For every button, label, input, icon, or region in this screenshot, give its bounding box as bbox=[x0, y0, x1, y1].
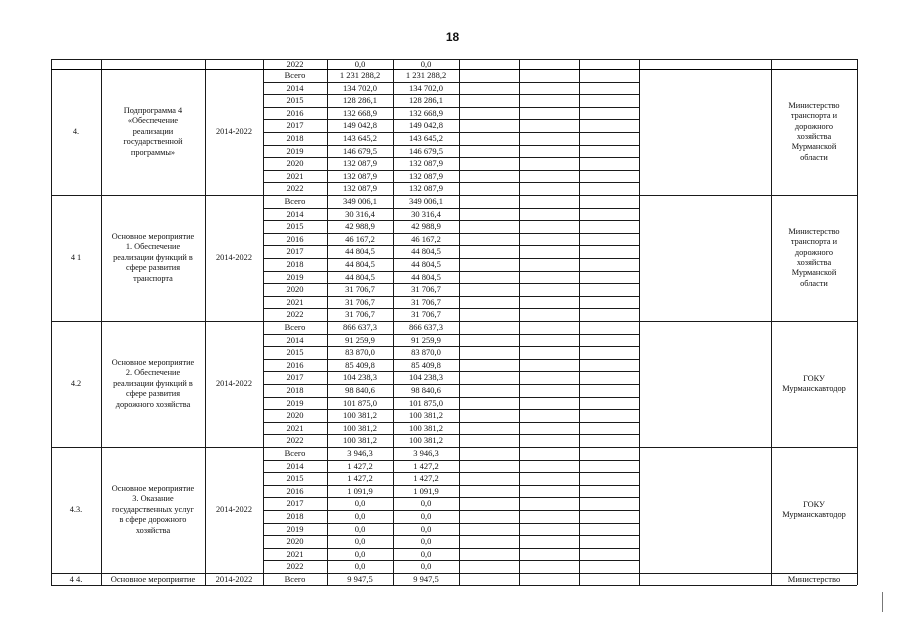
year-cell: 2022 bbox=[286, 561, 304, 572]
year-cell: 2022 bbox=[286, 183, 304, 194]
value-cell: 3 946,3 bbox=[413, 448, 439, 458]
value-cell: 0,0 bbox=[354, 561, 366, 572]
period-cell: 2014-2022 bbox=[216, 126, 252, 136]
value-cell: 100 381,2 bbox=[343, 410, 377, 421]
value-cell: 44 804,5 bbox=[345, 246, 375, 257]
value-cell: 0,0 bbox=[354, 511, 366, 521]
year-cell: 2021 bbox=[286, 422, 304, 433]
value-cell: 44 804,5 bbox=[345, 271, 375, 282]
column-line bbox=[519, 59, 520, 585]
value-cell: 0,0 bbox=[420, 548, 432, 559]
value-cell: 132 087,9 bbox=[343, 158, 377, 169]
value-cell: 866 637,3 bbox=[343, 322, 377, 332]
row-number: 4. bbox=[72, 126, 80, 136]
value-cell: 85 409,8 bbox=[411, 359, 441, 370]
value-cell: 143 645,2 bbox=[409, 133, 443, 143]
value-cell: 132 668,9 bbox=[343, 107, 377, 118]
year-cell: 2018 bbox=[286, 511, 304, 521]
column-line bbox=[639, 59, 640, 585]
executor-cell: Министерство транспорта и дорожного хозяйства Мурманской области bbox=[788, 226, 840, 288]
value-cell: 31 706,7 bbox=[411, 296, 441, 307]
value-cell: 0,0 bbox=[354, 548, 366, 559]
row-number: 4 1 bbox=[70, 252, 82, 262]
value-cell: 0,0 bbox=[420, 561, 432, 572]
value-cell: 31 706,7 bbox=[411, 284, 441, 295]
value-cell: 0,0 bbox=[420, 511, 432, 521]
value-cell: 46 167,2 bbox=[411, 233, 441, 244]
value-cell: 31 706,7 bbox=[345, 296, 375, 307]
year-cell: 2017 bbox=[286, 372, 304, 383]
value-cell: 100 381,2 bbox=[409, 422, 443, 433]
year-cell: 2017 bbox=[286, 120, 304, 131]
measure-name: Основное мероприятие 1. Обеспечение реализации функций в сфере развития транспорта bbox=[111, 231, 195, 283]
value-cell: 146 679,5 bbox=[409, 145, 443, 156]
value-cell: 0,0 bbox=[354, 523, 366, 534]
year-cell: Всего bbox=[284, 196, 306, 206]
measure-name: Подпрограмма 4 «Обеспечение реализации государственной программы» bbox=[123, 105, 183, 157]
year-cell: 2014 bbox=[286, 460, 304, 471]
value-cell: 132 087,9 bbox=[409, 170, 443, 181]
column-line bbox=[459, 59, 460, 585]
row-number: 4 4. bbox=[69, 574, 83, 584]
value-cell: 44 804,5 bbox=[411, 271, 441, 282]
executor-cell: ГОКУ Мурманскавтодор bbox=[782, 373, 846, 393]
value-cell: 98 840,6 bbox=[345, 385, 375, 395]
value-cell: 132 087,9 bbox=[409, 158, 443, 169]
year-cell: 2015 bbox=[286, 221, 304, 232]
value-cell: 132 087,9 bbox=[343, 170, 377, 181]
value-cell: 91 259,9 bbox=[411, 334, 441, 345]
value-cell: 30 316,4 bbox=[345, 208, 375, 219]
value-cell: 42 988,9 bbox=[411, 221, 441, 232]
value-cell: 9 947,5 bbox=[413, 574, 439, 584]
year-cell: 2020 bbox=[286, 284, 304, 295]
value-cell: 1 091,9 bbox=[413, 485, 439, 496]
measure-name: Основное мероприятие 3. Оказание государственных услуг в сфере дорожного хозяйства bbox=[111, 483, 195, 535]
value-cell: 1 231 288,2 bbox=[405, 70, 447, 80]
period-cell: 2014-2022 bbox=[216, 504, 252, 514]
value-cell: 1 427,2 bbox=[413, 473, 439, 484]
year-cell: 2020 bbox=[286, 410, 304, 421]
year-cell: 2019 bbox=[286, 523, 304, 534]
value-cell: 9 947,5 bbox=[347, 574, 373, 584]
year-cell: 2020 bbox=[286, 158, 304, 169]
value-cell: 146 679,5 bbox=[343, 145, 377, 156]
value-cell: 128 286,1 bbox=[343, 95, 377, 106]
value-cell: 132 087,9 bbox=[409, 183, 443, 194]
value-cell: 46 167,2 bbox=[345, 233, 375, 244]
period-cell: 2014-2022 bbox=[216, 252, 252, 262]
column-line bbox=[579, 59, 580, 585]
value-cell: 0,0 bbox=[354, 498, 366, 509]
value-cell: 101 875,0 bbox=[409, 397, 443, 408]
value-cell: 349 006,1 bbox=[409, 196, 443, 206]
year-cell: Всего bbox=[284, 70, 306, 80]
value-cell: 98 840,6 bbox=[411, 385, 441, 395]
value-cell: 85 409,8 bbox=[345, 359, 375, 370]
value-cell: 1 091,9 bbox=[347, 485, 373, 496]
value-cell: 101 875,0 bbox=[343, 397, 377, 408]
value-cell: 0,0 bbox=[420, 59, 432, 69]
value-cell: 1 231 288,2 bbox=[339, 70, 381, 80]
value-cell: 44 804,5 bbox=[345, 259, 375, 269]
year-cell: 2021 bbox=[286, 170, 304, 181]
year-cell: 2014 bbox=[286, 208, 304, 219]
page-number: 18 bbox=[445, 30, 460, 44]
year-cell: Всего bbox=[284, 574, 306, 584]
row-number: 4.3. bbox=[69, 504, 83, 514]
scan-mark bbox=[882, 592, 883, 612]
year-cell: 2014 bbox=[286, 82, 304, 93]
value-cell: 30 316,4 bbox=[411, 208, 441, 219]
row-number: 4.2 bbox=[70, 378, 82, 388]
year-cell: 2022 bbox=[286, 309, 304, 320]
year-cell: 2017 bbox=[286, 498, 304, 509]
program-table bbox=[51, 59, 857, 594]
value-cell: 128 286,1 bbox=[409, 95, 443, 106]
year-cell: 2021 bbox=[286, 548, 304, 559]
value-cell: 0,0 bbox=[354, 59, 366, 69]
value-cell: 132 087,9 bbox=[343, 183, 377, 194]
year-cell: 2015 bbox=[286, 95, 304, 106]
row-line bbox=[51, 585, 857, 586]
measure-name: Основное мероприятие 2. Обеспечение реализации функций в сфере развития дорожного хозяйства bbox=[111, 357, 195, 409]
value-cell: 134 702,0 bbox=[409, 82, 443, 93]
value-cell: 349 006,1 bbox=[343, 196, 377, 206]
period-cell: 2014-2022 bbox=[216, 378, 252, 388]
year-cell: 2017 bbox=[286, 246, 304, 257]
value-cell: 31 706,7 bbox=[411, 309, 441, 320]
year-cell: 2018 bbox=[286, 385, 304, 395]
year-cell: 2014 bbox=[286, 334, 304, 345]
year-cell: 2020 bbox=[286, 536, 304, 547]
value-cell: 0,0 bbox=[354, 536, 366, 547]
executor-cell: Министерство транспорта и дорожного хозяйства Мурманской области bbox=[788, 100, 840, 162]
value-cell: 866 637,3 bbox=[409, 322, 443, 332]
value-cell: 100 381,2 bbox=[343, 422, 377, 433]
value-cell: 104 238,3 bbox=[409, 372, 443, 383]
measure-name: Основное мероприятие bbox=[110, 574, 196, 584]
value-cell: 1 427,2 bbox=[413, 460, 439, 471]
value-cell: 100 381,2 bbox=[409, 435, 443, 446]
period-cell: 2014-2022 bbox=[215, 574, 253, 584]
year-cell: Всего bbox=[284, 448, 306, 458]
value-cell: 91 259,9 bbox=[345, 334, 375, 345]
year-cell: 2021 bbox=[286, 296, 304, 307]
value-cell: 0,0 bbox=[420, 536, 432, 547]
year-cell: 2016 bbox=[286, 485, 304, 496]
value-cell: 100 381,2 bbox=[409, 410, 443, 421]
executor-cell: Министерство bbox=[787, 574, 841, 584]
year-cell: 2018 bbox=[286, 133, 304, 143]
year-cell: 2022 bbox=[286, 59, 304, 69]
value-cell: 132 668,9 bbox=[409, 107, 443, 118]
year-cell: 2015 bbox=[286, 347, 304, 358]
year-cell: 2019 bbox=[286, 145, 304, 156]
value-cell: 44 804,5 bbox=[411, 246, 441, 257]
year-cell: 2018 bbox=[286, 259, 304, 269]
value-cell: 31 706,7 bbox=[345, 309, 375, 320]
year-cell: 2019 bbox=[286, 271, 304, 282]
value-cell: 143 645,2 bbox=[343, 133, 377, 143]
value-cell: 149 042,8 bbox=[343, 120, 377, 131]
value-cell: 149 042,8 bbox=[409, 120, 443, 131]
value-cell: 100 381,2 bbox=[343, 435, 377, 446]
year-cell: 2022 bbox=[286, 435, 304, 446]
value-cell: 1 427,2 bbox=[347, 460, 373, 471]
year-cell: 2016 bbox=[286, 233, 304, 244]
value-cell: 83 870,0 bbox=[345, 347, 375, 358]
value-cell: 104 238,3 bbox=[343, 372, 377, 383]
value-cell: 44 804,5 bbox=[411, 259, 441, 269]
year-cell: Всего bbox=[284, 322, 306, 332]
value-cell: 42 988,9 bbox=[345, 221, 375, 232]
value-cell: 31 706,7 bbox=[345, 284, 375, 295]
executor-cell: ГОКУ Мурманскавтодор bbox=[782, 499, 846, 519]
year-cell: 2019 bbox=[286, 397, 304, 408]
year-cell: 2015 bbox=[286, 473, 304, 484]
value-cell: 1 427,2 bbox=[347, 473, 373, 484]
value-cell: 134 702,0 bbox=[343, 82, 377, 93]
column-line bbox=[857, 59, 858, 585]
value-cell: 0,0 bbox=[420, 498, 432, 509]
value-cell: 83 870,0 bbox=[411, 347, 441, 358]
year-cell: 2016 bbox=[286, 359, 304, 370]
value-cell: 0,0 bbox=[420, 523, 432, 534]
value-cell: 3 946,3 bbox=[347, 448, 373, 458]
year-cell: 2016 bbox=[286, 107, 304, 118]
